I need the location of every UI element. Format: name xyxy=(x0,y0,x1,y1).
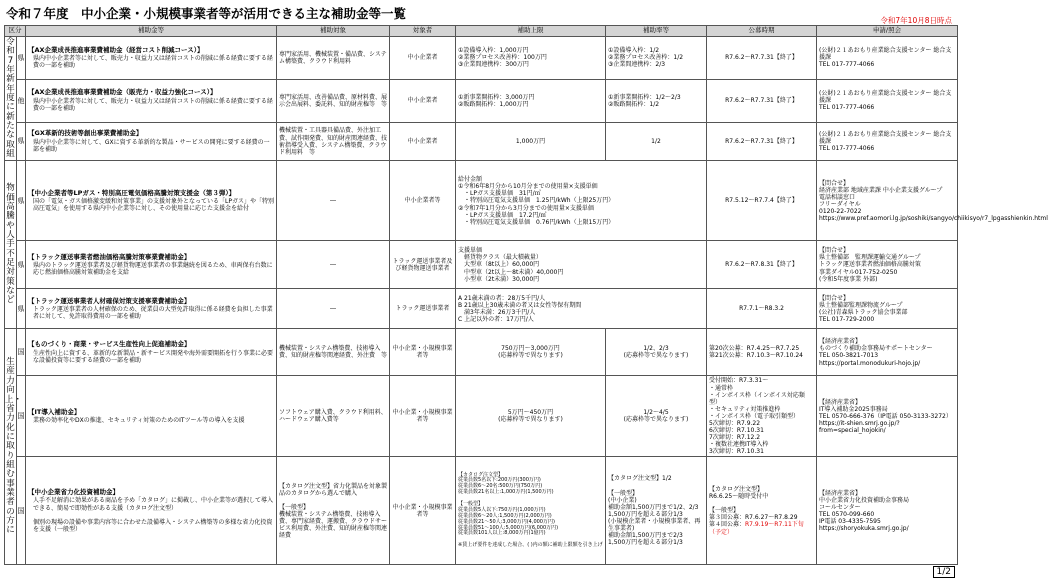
contact-cell: 【経済産業省】 中小企業省力化投資補助金事務局 コールセンター TEL 0570-099-660 IP電話 03-4335-7595 https://shoryokuka.smrj.go.jp/ xyxy=(817,457,958,565)
eligible-cell: トラック運送事業者 xyxy=(390,289,456,329)
header-category: 区分 xyxy=(5,26,26,37)
page-number: 1/2 xyxy=(933,566,955,578)
eligible-cell: トラック運送事業者及び軽貨物運送事業者 xyxy=(390,241,456,289)
eligible-cell: 中小企業者 xyxy=(390,37,456,80)
header-rate: 補助率等 xyxy=(606,26,707,37)
period-cell: R7.7.1～R8.3.2 xyxy=(707,289,817,329)
limit-cell: 1,000万円 xyxy=(456,122,606,161)
header-eligible: 対象者 xyxy=(390,26,456,37)
eligible-cell: 中小企業・小規模事業者等 xyxy=(390,457,456,565)
limit-cell: 【カタログ注文型】 従業員数5名以下:200万円(300万円) 従業員数6～20名:500万円(750万円) 従業員数21名以上:1,000万円(1,500万円) 【一般型】 従業員数5人以下:750万円(1,000万円) 従業員数6～20人:1,500万円(2,000万円) 従業員数21～50人:3,000万円(4,000万円) 従業員数51～100人:5,000万円(6,000万円) 従業員数101人以上:8,000万円(1億円) ※賃上げ要件を達成した場合、( )内の額に補助上限額を引き上げ xyxy=(456,457,606,565)
as-of-date: 令和7年10月8日時点 xyxy=(880,16,952,25)
target-cell: 専門家活用、改善備品費、原材料費、展示会出展料、委託料、知的財産権等 等 xyxy=(277,79,390,122)
subsidy-name: 【トラック運送事業者人材確保対策支援事業費補助金】 xyxy=(28,296,191,305)
subsidy-description: 県内中小企業等に対して、GXに資する革新的な製品・サービスの開発に要する経費の一部を補助 xyxy=(33,138,270,153)
header-target: 補助対象 xyxy=(277,26,390,37)
subsidy-description: 県内中小企業者等に対して、販売力・収益力又は経営コストの削減に係る経費に要する経費の一部を補助 xyxy=(33,55,273,70)
period-cell: R7.6.2～R7.8.31【終了】 xyxy=(707,241,817,289)
subsidy-description: 県内中小企業者等に対して、販売力・収益力又は経営コストの削減に係る経費に要する経費の一部を補助 xyxy=(33,98,273,113)
period-cell: R7.5.12～R7.7.4【終了】 xyxy=(707,161,817,241)
page-title: 令和７年度 中小企業・小規模事業者等が活用できる主な補助金等一覧 xyxy=(6,6,407,21)
header-name: 補助金等 xyxy=(26,26,277,37)
period-cell: 受付開始：R7.3.31～ ・通常枠 ・インボイス枠（インボイス対応類型） ・セキュリティ対策推進枠 ・インボイス枠（電子取引類型） 5次締切：R7.9.22 6次締切：R7.10.31 7次締切：R7.12.2 ・複数社連携IT導入枠 3次締切：R7.10.31 xyxy=(707,376,817,457)
subsidy-table xyxy=(4,25,1048,565)
table-row xyxy=(5,122,958,161)
target-cell: ― xyxy=(277,161,390,241)
category-cell: 物価高騰や人手不足対策など xyxy=(5,161,17,329)
subsidy-name: 【中小企業省力化投資補助金】 xyxy=(28,487,119,496)
table-row xyxy=(5,289,958,329)
target-cell: 機械装置・システム構築費、技術導入費、知的財産権等関連経費、外注費 等 xyxy=(277,329,390,376)
contact-cell: (公財)２１あおもり産業総合支援センター 総合支援課 TEL 017-777-4066 xyxy=(817,79,958,122)
table-row xyxy=(5,329,958,376)
period-cell: R7.6.2～R7.7.31【終了】 xyxy=(707,79,817,122)
limit-cell: ①設備導入枠：1,000万円 ②業務プロセス改善枠：100万円 ③企業間連携枠：300万円 xyxy=(456,37,606,80)
subsidy-name: 【中小企業者等LPガス・特別高圧電気価格高騰対策支援金（第３弾）】 xyxy=(28,188,236,197)
subsidy-name: 【AX企業成長推進事業費補助金（経営コスト削減コース）】 xyxy=(28,45,204,54)
subsidy-description: 業務の効率化やDXの推進、セキュリティ対策のためのITツール等の導入を支援 xyxy=(33,417,245,425)
header-period: 公募時期 xyxy=(707,26,817,37)
contact-cell: 【経済産業省】 ものづくり補助金事務局サポートセンター TEL 050-3821-7013 https://portal.monodukuri-hojo.jp/ xyxy=(817,329,958,376)
period-cell: R7.6.2～R7.7.31【終了】 xyxy=(707,122,817,161)
period-cell: 第20次公募：R7.4.25～R7.7.25 第21次公募：R7.10.3～R7.10.24 xyxy=(707,329,817,376)
contact-cell: 【問合せ】 県土整備部 監理課運輸交通グループ トラック運送事業者燃油価格高騰対策 事業ダイヤル017-752-0250 (令和5年度事業 外部) xyxy=(817,241,958,289)
table-row xyxy=(5,161,958,241)
table-row xyxy=(5,457,958,565)
subsidy-name: 【GX革新的技術等創出事業費補助金】 xyxy=(28,129,143,138)
level-label: 他 xyxy=(17,79,26,122)
rate-cell: 1/2、2/3 (応募枠等で異なります) xyxy=(606,329,707,376)
rate-cell: 【カタログ注文型】1/2 【一般型】 (中小企業) 補助金額1,500万円まで1/2、2/3 1,500万円を超える部分1/3 (小規模企業者・小規模事業者、再生事業者) 補助金額1,500万円まで2/3 1,500万円を超える部分1/3 xyxy=(606,457,707,565)
contact-cell: 【経済産業省】 IT導入補助金2025事務局 TEL 0570-666-376（IP電話 050-3133-3272） https://it-shien.smrj.go.jp/?from=special_hojokin/ xyxy=(817,376,958,457)
limit-cell: 給付金額 ①令和6年8月分から10月分までの使用量×支援単価 ・LPガス支援単価 31円/㎥ ・特別高圧電気支援単価 1.25円/kWh（上限25万円） ②令和7年1月分から3月分までの使用量×支援単価 ・LPガス支援単価 17.2円/㎥ ・特別高圧電気支援単価 0.76円/kWh（上限15万円） xyxy=(456,161,707,241)
limit-cell: 5万円～450万円 (応募枠等で異なります) xyxy=(456,376,606,457)
contact-cell: (公財)２１あおもり産業総合支援センター 総合支援課 TEL 017-777-4066 xyxy=(817,122,958,161)
level-label: 国 xyxy=(17,457,26,565)
limit-cell: 支援単価 軽貨物クラス（最大積載量） 大型車（8t以上）60,000円 中型車（2t以上～8t未満）40,000円 小型車（2t未満）30,000円 xyxy=(456,241,707,289)
subsidy-name: 【トラック運送事業者燃油価格高騰対策事業費補助金】 xyxy=(28,252,191,261)
target-cell: 【カタログ注文型】省力化製品を対象製品のカタログから選んで購入 【一般型】 機械装置・システム構築費、技術導入費、専門家経費、運搬費、クラウドサービス利用費、外注費、知的財産権等関連経費 xyxy=(277,457,390,565)
level-label: 県 xyxy=(17,37,26,80)
limit-cell: ①新事業開拓枠：3,000万円 ②販路開拓枠：1,000万円 xyxy=(456,79,606,122)
table-row xyxy=(5,37,958,80)
target-cell: 専門家活用、機械装置・備品費、システム構築費、クラウド利用料 xyxy=(277,37,390,80)
target-cell: 機械装置・工具器具備品費、外注加工費、試作開発費、知的財産関連経費、技術指導受入費、システム構築費、クラウド利用料 等 xyxy=(277,122,390,161)
limit-cell: A 21歳未満の者：28万5千円/人 B 21歳以上30歳未満の者又は女性等保有期間 満3年未満：26万3千円/人 C 上記以外の者：17万円/人 xyxy=(456,289,707,329)
target-cell: ― xyxy=(277,289,390,329)
category-cell: 令和7年新年度に新たな取組 xyxy=(6,37,15,160)
subsidy-name: 【ものづくり・商業・サービス生産性向上促進補助金】 xyxy=(28,340,191,349)
rate-cell: ①設備導入枠：1/2 ②業務プロセス改善枠：1/2 ③企業間連携枠：2/3 xyxy=(606,37,707,80)
limit-cell: 750万円～3,000万円 (応募枠等で異なります) xyxy=(456,329,606,376)
subsidy-description: 生産性向上に資する、革新的な新製品・新サービス開発や海外需要開拓を行う事業に必要な設備投資等に要する経費の一部を補助 xyxy=(33,349,274,364)
header-limit: 補助上限 xyxy=(456,26,606,37)
level-label: 国 xyxy=(17,329,26,376)
eligible-cell: 中小企業者等 xyxy=(390,161,456,241)
rate-cell: 1/2～4/5 (応募枠等で異なります) xyxy=(606,376,707,457)
rate-cell: 1/2 xyxy=(606,122,707,161)
eligible-cell: 中小企業者 xyxy=(390,79,456,122)
target-cell: ― xyxy=(277,241,390,289)
level-label: 県 xyxy=(17,122,26,161)
eligible-cell: 中小企業者 xyxy=(390,122,456,161)
subsidy-description: 国の「電気・ガス価格激変緩和対策事業」の支援対象外となっている「LPガス」や「特別高圧電気」を使用する県内中小企業等に対し、その使用量に応じた支援金を給付 xyxy=(33,198,274,213)
target-cell: ソフトウェア購入費、クラウド利用料、ハードウェア購入費等 xyxy=(277,376,390,457)
level-label: 国 xyxy=(17,376,26,457)
level-label: 県 xyxy=(17,289,26,329)
eligible-cell: 中小企業・小規模事業者等 xyxy=(390,376,456,457)
header-contact: 申請/照会 xyxy=(817,26,958,37)
period-cell: 【カタログ注文型】 R6.6.25～随時受付中 【一般型】 第３回公募：R7.6.27～R7.8.29 第４回公募：R7.9.19～R7.11下旬（予定） xyxy=(707,457,817,565)
subsidy-name: 【IT導入補助金】 xyxy=(28,407,81,416)
table-row xyxy=(5,376,958,457)
contact-cell: 【問合せ】 経済産業部 地域産業課 中小企業支援グループ 電話相談窓口 フリーダイヤル 0120-22-7022 https://www.pref.aomori.lg.jp/soshiki/sangyo/chiikisyo/r7_lpgasshienkin.html xyxy=(817,161,958,241)
eligible-cell: 中小企業・小規模事業者等 xyxy=(390,329,456,376)
subsidy-description: 人手不足解消に効果がある商品を予め「カタログ」に掲載し、中小企業等が選択して導入できる、簡易で即効性がある支援（カタログ注文型） 個別の現場の設備や事業内容等に合わせた設備導入・システム構築等の多様な省力化投資を支援（一般型） xyxy=(33,497,274,533)
contact-cell: (公財)２１あおもり産業総合支援センター 総合支援課 TEL 017-777-4066 xyxy=(817,37,958,80)
level-label: 県 xyxy=(17,241,26,289)
subsidy-description: トラック運送事業者の人材確保のため、従業員の大型免許取得に係る経費を負担した事業者に対して、免許取得費用の一部を補助 xyxy=(33,306,273,321)
contact-cell: 【問合せ】 県土整備部監理課物流グループ (公社)青森県トラック協会事業部 TEL 017-729-2000 xyxy=(817,289,958,329)
rate-cell: ①新事業開拓枠：1/2～2/3 ②販路開拓枠：1/2 xyxy=(606,79,707,122)
table-row xyxy=(5,79,958,122)
subsidy-name: 【AX企業成長推進事業費補助金（販売力・収益力強化コース）】 xyxy=(28,88,217,97)
period-cell: R7.6.2～R7.7.31【終了】 xyxy=(707,37,817,80)
table-row xyxy=(5,241,958,289)
subsidy-description: 県内のトラック運送事業者及び軽貨物運送事業者の事業継続を図るため、車両保有台数に応じ燃油価格高騰対策補助金を支給 xyxy=(33,262,273,277)
table-header xyxy=(5,26,958,37)
category-cell: 生産力向上・省力化に取り組む事業者の方に xyxy=(5,329,17,565)
level-label: 県 xyxy=(17,161,26,241)
